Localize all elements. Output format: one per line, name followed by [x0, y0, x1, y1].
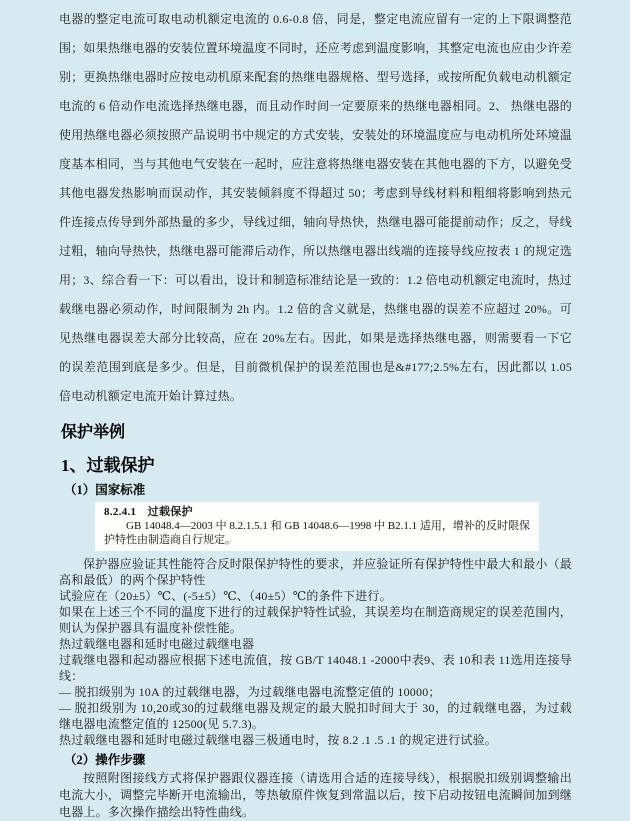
body-paragraph: 保护器应验证其性能符合反时限保护特性的要求，并应验证所有保护特性中最大和最小（最高和最低）的两个保护特性 [59, 557, 572, 587]
intro-paragraph: 电器的整定电流可取电动机额定电流的 0.6-0.8 倍，同是，整定电流应留有一定的上下限调整范围；如果热继电器的安装位置环境温度不同时，还应考虑到温度影响，其整定电流也应由少许差别；更换热继电器时应按电动机原来配套的热继电器规格、型号选择，或按所配负载电动机额定电流的 6 倍动作电流选择热继电器，而且动作时间一定要原来的热继电器相同。2、 热继电器的使用热继电器必须按照产品说明书中规定的方式安装，安装处的环境温度应与电动机所处环境温度基本相同，当与其他电气安装在一起时，应注意将热继电器安装在其他电器的下方，以避免受其他电器发热影响而误动作，其安装倾斜度不得超过 50；考虑到导线材料和粗细将影响到热元件连接点传导到外部热量的多少，导线过细，轴向导热快，热继电器可能提前动作；反之，导线过粗，轴向导热快，热继电器可能滞后动作，所以热继电器出线端的连接导线应按表 1 的规定选用；3、综合看一下：可以看出，设计和制造标准结论是一致的：1.2 倍电动机额定电流时，热过载继电器必须动作，时间限制为 2h 内。1.2 倍的含义就是，热继电器的误差不应超过 20%。可见热继电器误差大部分比较高，应在 20%左右。因此，如果是选择热继电器，则需要看一下它的误差范围到底是多少。但是，目前微机保护的误差范围也是&#177;2.5%左右，因此都以 1.05 倍电动机额定电流开始计算过热。 [59, 12, 573, 403]
body-paragraph: — 脱扣级别为 10A 的过载继电器，为过载继电器电流整定值的 10000； [59, 685, 441, 699]
body-paragraph: 热过载继电器和延时电磁过载继电器三极通电时，按 8.2 .1 .5 .1 的规定进行试验。 [59, 733, 498, 747]
body-paragraphs [59, 556, 572, 748]
steps-paragraph: 按照附图接线方式将保护器跟仪器连接（请选用合适的连接导线），根据脱扣级别调整输出电流大小，调整完毕断开电流输出，等热敏原件恢复到常温以后，按下启动按钮电流瞬间加到继电器上。多次操作描绘出特性曲线。 [59, 771, 572, 819]
body-paragraph: 试验应在（20±5）℃、(-5±5）℃、（40±5）℃的条件下进行。 [59, 589, 392, 603]
body-paragraph: — 脱扣级别为 10,20或30的过载继电器及规定的最大脱扣时间大于 30，的过载继电器，为过载继电器电流整定值的 12500(见 5.7.3)。 [59, 701, 572, 731]
clause-heading-national-standard: （1）国家标准 [64, 483, 146, 497]
standard-excerpt-scan [95, 502, 539, 551]
subsection-heading-overload-protection: 1、过载保护 [61, 456, 155, 475]
body-paragraph: 过载继电器和起动器应根据下述电流值，按 GB/T 14048.1 -2000中表9、表 10和表 11选用连接导线： [59, 653, 572, 683]
section-heading: 保护举例 [61, 424, 126, 441]
body-paragraph: 如果在上述三个不同的温度下进行的过载保护特性试验，其误差均在制造商规定的误差范围内，则认为保护器具有温度补偿性能。 [59, 605, 572, 635]
excerpt-clause-text: GB 14048.4—2003 中 8.2.1.5.1 和 GB 14048.6—1998 中 B2.1.1 适用，增补的反时限保护特性由制造商自行规定。 [104, 520, 530, 546]
clause-heading-operation-steps: （2）操作步骤 [64, 753, 146, 767]
body-paragraph: 热过载继电器和延时电磁过载继电器 [59, 637, 255, 651]
excerpt-clause-title: 8.2.4.1 过载保护 [104, 506, 193, 518]
